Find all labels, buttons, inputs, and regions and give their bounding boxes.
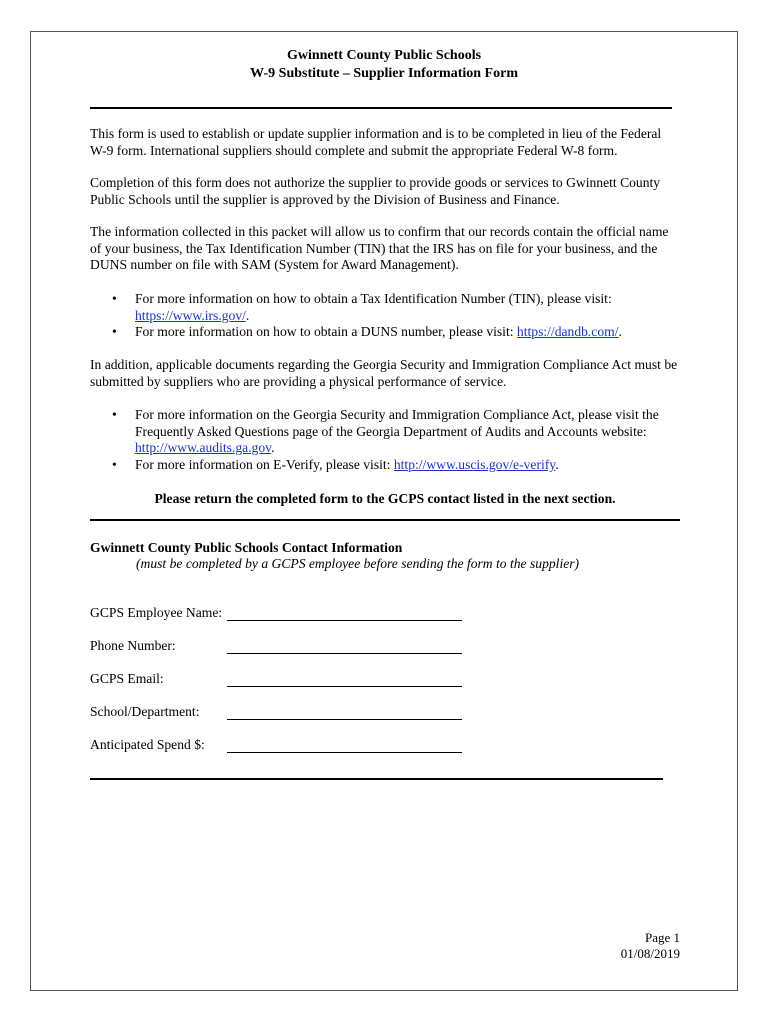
bullet-icon: • — [112, 407, 117, 422]
page-footer — [621, 930, 680, 962]
contact-subheading: (must be completed by a GCPS employee before sending the form to the supplier) — [136, 556, 580, 571]
dandb-link[interactable]: https://dandb.com/ — [516, 324, 619, 339]
bullet-text: For more information on E-Verify, please visit: — [135, 457, 394, 472]
intro-paragraph-2: Completion of this form does not authorize the supplier to provide goods or services to Gwinnett County Public Schools until the supplier is approved by the Division of Business and Finance. — [90, 175, 661, 207]
bullet-icon: • — [112, 324, 117, 339]
everify-link[interactable]: http://www.uscis.gov/e-verify — [393, 457, 556, 472]
email-label: GCPS Email: — [90, 671, 164, 686]
bullet-text: For more information on the Georgia Security and Immigration Compliance Act, please visit the Frequently Asked Questions page of the Georgia Department of Audits and Accounts website: — [135, 407, 659, 439]
employee-name-label: GCPS Employee Name: — [90, 605, 223, 620]
bullet-punct: . — [271, 440, 275, 455]
bullet-punct: . — [245, 307, 250, 323]
intro-paragraph-1: This form is used to establish or update supplier information and is to be completed in lieu of the Federal W-9 form. International suppliers should complete and submit the appropriate Federal W-8 form. — [90, 126, 662, 158]
divider-top — [90, 107, 672, 109]
revision-date: 01/08/2019 — [620, 946, 680, 961]
audits-link[interactable]: http://www.audits.ga.gov — [135, 440, 272, 455]
email-field[interactable] — [227, 686, 462, 687]
return-instruction: Please return the completed form to the GCPS contact listed in the next section. — [154, 491, 616, 506]
phone-field[interactable] — [227, 653, 462, 654]
paragraph-gsica: In addition, applicable documents regarding the Georgia Security and Immigration Compliance Act must be submitted by suppliers who are providing a physical performance of service. — [90, 357, 678, 389]
bullet-icon: • — [112, 291, 117, 306]
intro-paragraph-3: The information collected in this packet will allow us to confirm that our records contain the official name of your business, the Tax Identification Number (TIN) that the IRS has on file for your business, and the DUNS number on file with SAM (System for Award Management). — [90, 224, 669, 272]
anticipated-spend-field[interactable] — [227, 752, 462, 753]
anticipated-spend-label: Anticipated Spend $: — [90, 737, 205, 752]
bullet-punct: . — [555, 457, 559, 472]
page-number: Page 1 — [644, 930, 680, 945]
bullet-icon: • — [112, 457, 117, 472]
divider-middle — [90, 519, 680, 521]
form-title-line2: W-9 Substitute – Supplier Information Form — [250, 66, 518, 81]
form-title-line1: Gwinnett County Public Schools — [286, 48, 482, 63]
irs-link[interactable]: https://www.irs.gov/ — [135, 307, 246, 323]
bullet-text: For more information on how to obtain a Tax Identification Number (TIN), please visit: — [135, 291, 612, 306]
school-department-label: School/Department: — [90, 704, 200, 719]
contact-heading: Gwinnett County Public Schools Contact Information — [90, 540, 403, 555]
phone-label: Phone Number: — [90, 638, 176, 653]
bullet-punct: . — [618, 324, 622, 339]
employee-name-field[interactable] — [227, 620, 462, 621]
divider-bottom — [90, 778, 663, 780]
school-department-field[interactable] — [227, 719, 462, 720]
bullet-text: For more information on how to obtain a DUNS number, please visit: — [135, 324, 517, 339]
